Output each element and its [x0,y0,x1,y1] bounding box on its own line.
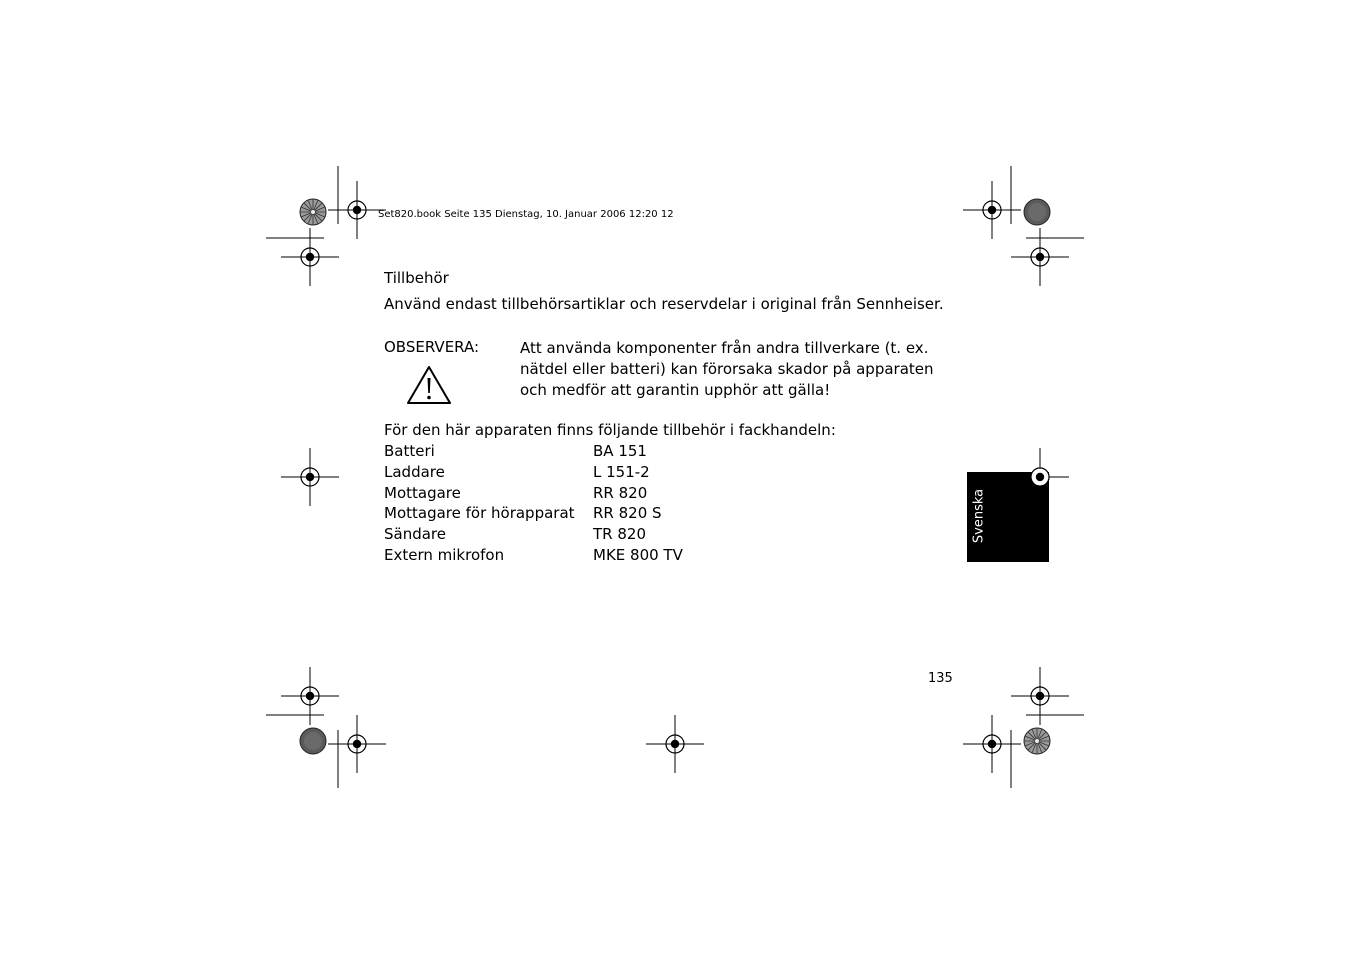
accessory-name: Extern mikrofon [384,545,505,564]
table-row [384,462,683,483]
table-row [384,545,683,566]
tab-registration-mark [1011,448,1069,506]
accessory-model: TR 820 [593,525,646,544]
accessory-name: Sändare [384,525,446,544]
accessory-name: Mottagare för hörapparat [384,504,575,523]
page-number: 135 [928,671,953,686]
accessory-model: L 151-2 [593,462,650,481]
accessories-intro: För den här apparaten finns följande tillbehör i fackhandeln: [384,421,836,439]
accessory-model: RR 820 [593,483,648,502]
language-side-tab-label: Svenska [971,488,987,544]
table-row [384,441,683,462]
accessory-model: BA 151 [593,442,647,460]
accessory-name: Batteri [384,442,435,460]
table-row [384,503,683,524]
accessory-name: Mottagare [384,483,461,502]
section-heading: Tillbehör [384,269,449,287]
table-row [384,524,683,545]
accessory-model: RR 820 S [593,504,662,523]
warning-triangle-icon [406,365,452,405]
notice-label: OBSERVERA: [384,338,480,356]
notice-text: Att använda komponenter från andra tillverkare (t. ex. nätdel eller batteri) kan förorsaka skador på apparaten och medför att garantin upphör att gälla! [520,339,934,399]
print-header: Set820.book Seite 135 Dienstag, 10. Januar 2006 12:20 12 [378,209,674,220]
table-row [384,483,683,504]
section-paragraph: Använd endast tillbehörsartiklar och reservdelar i original från Sennheiser. [384,295,944,313]
accessory-model: MKE 800 TV [593,545,683,564]
accessories-table [384,441,683,566]
accessory-name: Laddare [384,462,445,481]
